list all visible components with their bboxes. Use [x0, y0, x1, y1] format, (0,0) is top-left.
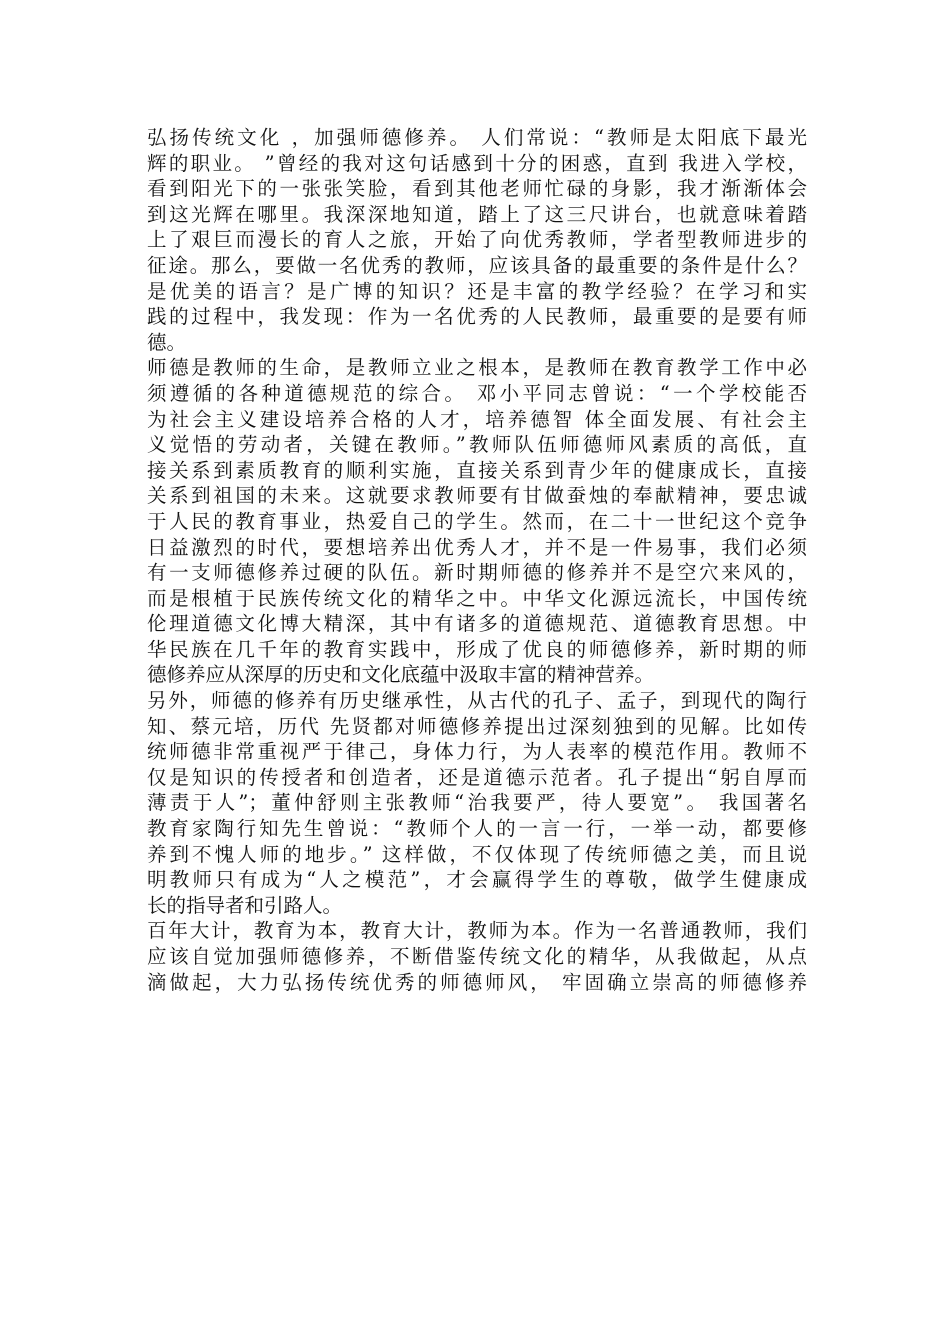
text-line: 华民族在几千年的教育实践中，形成了优良的师德修养，新时期的师: [147, 637, 807, 661]
text-line: 到这光辉在哪里。我深深地知道，踏上了这三尺讲台，也就意味着踏: [147, 202, 807, 226]
paragraph-2: [147, 355, 807, 688]
paragraph-1: [147, 125, 807, 355]
text-line: 百年大计，教育为本，教育大计，教师为本。作为一名普通教师，我们: [147, 919, 807, 943]
text-line: 养到不愧人师的地步。” 这样做，不仅体现了传统师德之美，而且说: [147, 842, 807, 866]
text-line: 于人民的教育事业，热爱自己的学生。然而，在二十一世纪这个竞争: [147, 509, 807, 533]
paragraph-4: [147, 918, 807, 995]
text-line: 薄责于人”；董仲舒则主张教师“治我要严，待人要宽”。 我国著名: [147, 791, 807, 815]
paragraph-3: [147, 688, 807, 918]
text-line: 辉的职业。 ”曾经的我对这句话感到十分的困惑，直到 我进入学校，: [147, 151, 807, 175]
text-line: 看到阳光下的一张张笑脸，看到其他老师忙碌的身影，我才渐渐体会: [147, 177, 807, 201]
text-line: 滴做起，大力弘扬传统优秀的师德师风， 牢固确立崇高的师德修养: [147, 970, 807, 994]
text-line: 义觉悟的劳动者，关键在教师。”教师队伍师德师风素质的高低，直: [147, 433, 807, 457]
text-line: 知、蔡元培，历代 先贤都对师德修养提出过深刻独到的见解。比如传: [147, 714, 807, 738]
text-line: 上了艰巨而漫长的育人之旅，开始了向优秀教师，学者型教师进步的: [147, 228, 807, 252]
text-line: 仅是知识的传授者和创造者，还是道德示范者。孔子提出“躬自厚而: [147, 765, 807, 789]
text-line: 践的过程中，我发现：作为一名优秀的人民教师，最重要的是要有师: [147, 305, 807, 329]
text-line: 长的指导者和引路人。: [147, 893, 343, 917]
text-line: 为社会主义建设培养合格的人才，培养德智 体全面发展、有社会主: [147, 407, 807, 431]
body-text: [147, 125, 807, 995]
text-line: 明教师只有成为“人之模范”，才会赢得学生的尊敬，做学生健康成: [147, 868, 807, 892]
text-line: 统师德非常重视严于律己，身体力行，为人表率的模范作用。教师不: [147, 740, 807, 764]
text-line: 是优美的语言？是广博的知识？还是丰富的教学经验？在学习和实: [147, 279, 807, 303]
text-line: 弘扬传统文化 ，加强师德修养。 人们常说：“教师是太阳底下最光: [147, 126, 807, 149]
text-line: 师德是教师的生命，是教师立业之根本，是教师在教育教学工作中必: [147, 356, 807, 380]
text-line: 而是根植于民族传统文化的精华之中。中华文化源远流长，中国传统: [147, 586, 807, 610]
text-line: 日益激烈的时代，要想培养出优秀人才，并不是一件易事，我们必须: [147, 535, 807, 559]
text-line: 应该自觉加强师德修养，不断借鉴传统文化的精华，从我做起，从点: [147, 945, 807, 968]
text-line: 接关系到素质教育的顺利实施，直接关系到青少年的健康成长，直接: [147, 458, 807, 482]
text-line: 另外，师德的修养有历史继承性，从古代的孔子、孟子，到现代的陶行: [147, 689, 807, 713]
text-line: 有一支师德修养过硬的队伍。新时期师德的修养并不是空穴来风的，: [147, 561, 807, 585]
text-line: 德。: [147, 330, 187, 354]
text-line: 须遵循的各种道德规范的综合。 邓小平同志曾说：“一个学校能否: [147, 381, 807, 405]
text-line: 关系到祖国的未来。这就要求教师要有甘做蚕烛的奉献精神，要忠诚: [147, 484, 807, 508]
text-line: 伦理道德文化博大精深，其中有诸多的道德规范、道德教育思想。中: [147, 612, 807, 636]
text-line: 征途。那么，要做一名优秀的教师，应该具备的最重要的条件是什么？: [147, 253, 807, 277]
text-line: 教育家陶行知先生曾说：“教师个人的一言一行，一举一动，都要修: [147, 817, 807, 841]
text-line: 德修养应从深厚的历史和文化底蕴中汲取丰富的精神营养。: [147, 663, 655, 687]
